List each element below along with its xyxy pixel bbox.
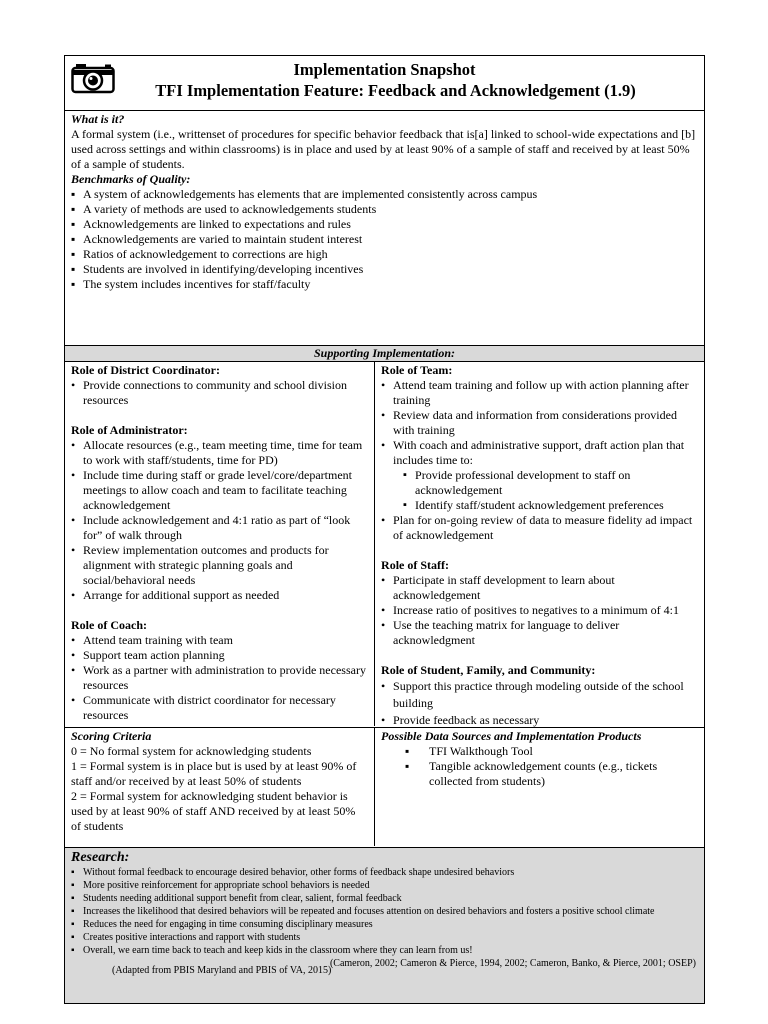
list-item: • Arrange for additional support as needed — [71, 588, 368, 603]
camera-icon — [71, 61, 115, 94]
role-title: Role of Administrator: — [71, 423, 188, 437]
research-citation: (Cameron, 2002; Cameron & Pierce, 1994, 2002; Cameron, Banko, & Pierce, 2001; OSEP) — [329, 958, 696, 969]
list-item: ▪ Provide professional development to staff on acknowledgement — [403, 468, 698, 498]
role-title: Role of Student, Family, and Community: — [381, 663, 596, 677]
list-item — [381, 438, 698, 513]
role-list — [71, 378, 368, 408]
list-item: ▪ Creates positive interactions and rapport with students — [71, 931, 698, 944]
scoring-criteria — [65, 728, 375, 846]
list-item: ▪ Ratios of acknowledgement to corrections are high — [71, 247, 698, 262]
what-is-it-label: What is it? — [71, 112, 125, 126]
roles-right-column — [375, 362, 704, 726]
list-item: ▪ A variety of methods are used to acknowledgements students — [71, 202, 698, 217]
role-list — [381, 678, 698, 729]
what-is-it-text: A formal system (i.e., writtenset of procedures for specific behavior feedback that is[a] linked to school-wide expectations and [b] used across settings and within classrooms) is in place and used by at least 90% of a sample of staff and received by at least 50% of a sample of students. — [71, 127, 696, 171]
list-item: • Plan for on-going review of data to measure fidelity ad impact of acknowledgement — [381, 513, 698, 543]
research-list — [71, 866, 698, 957]
list-item: • Use the teaching matrix for language to deliver acknowledgment — [381, 618, 698, 648]
list-item: ▪ Students needing additional support benefit from clear, salient, formal feedback — [71, 892, 698, 905]
list-item: • Include acknowledgement and 4:1 ratio as part of “look for” of walk through — [71, 513, 368, 543]
supporting-implementation-heading: Supporting Implementation: — [65, 346, 704, 362]
footer-note: (Adapted from PBIS Maryland and PBIS of VA, 2015) — [112, 965, 332, 976]
list-item: • Participate in staff development to learn about acknowledgement — [381, 573, 698, 603]
list-item: • Provide feedback as necessary — [381, 712, 698, 729]
list-item: • Review data and information from considerations provided with training — [381, 408, 698, 438]
role-list — [381, 378, 698, 543]
list-item: • Attend team training with team — [71, 633, 368, 648]
roles-section — [65, 362, 704, 728]
scoring-section — [65, 728, 704, 848]
data-sources-list — [381, 744, 698, 789]
list-item: • Support team action planning — [71, 648, 368, 663]
list-item: • Communicate with district coordinator for necessary resources — [71, 693, 368, 723]
page-title: Implementation Snapshot — [293, 60, 476, 79]
list-item: ▪ Increases the likelihood that desired behaviors will be repeated and focuses attention on desired behaviors and fosters a positive school climate — [71, 905, 698, 918]
list-item: • Include time during staff or grade level/core/department meetings to allow coach and team to facilitate teaching acknowledgement — [71, 468, 368, 513]
role-list — [71, 438, 368, 603]
scoring-item: 0 = No formal system for acknowledging students — [71, 744, 312, 758]
snapshot-sheet — [64, 55, 705, 1004]
scoring-label: Scoring Criteria — [71, 729, 152, 743]
list-item: ▪ Without formal feedback to encourage desired behavior, other forms of feedback shape undesired behaviors — [71, 866, 698, 879]
list-item: ▪ TFI Walkthough Tool — [405, 744, 698, 759]
list-item: ▪ Identify staff/student acknowledgement preferences — [403, 498, 698, 513]
list-item-text: With coach and administrative support, draft action plan that includes time to: — [393, 438, 685, 467]
role-title: Role of District Coordinator: — [71, 363, 220, 377]
list-item: ▪ A system of acknowledgements has elements that are implemented consistently across campus — [71, 187, 698, 202]
page-subtitle: TFI Implementation Feature: Feedback and Acknowledgement (1.9) — [155, 81, 636, 100]
list-item: • Support this practice through modeling outside of the school building — [381, 678, 698, 712]
list-item: • Allocate resources (e.g., team meeting time, time for team to work with staff/students, time for PD) — [71, 438, 368, 468]
role-title: Role of Coach: — [71, 618, 147, 632]
what-is-it-section — [65, 111, 704, 346]
roles-left-column — [65, 362, 375, 726]
role-title: Role of Staff: — [381, 558, 450, 572]
list-item: ▪ Acknowledgements are linked to expectations and rules — [71, 217, 698, 232]
role-list — [71, 633, 368, 723]
role-title: Role of Team: — [381, 363, 453, 377]
data-sources — [375, 728, 704, 846]
list-item: ▪ Acknowledgements are varied to maintain student interest — [71, 232, 698, 247]
list-item: ▪ Students are involved in identifying/developing incentives — [71, 262, 698, 277]
benchmarks-list — [71, 187, 698, 292]
data-sources-label: Possible Data Sources and Implementation Products — [381, 729, 642, 743]
research-label: Research: — [71, 850, 130, 865]
role-list — [381, 573, 698, 648]
list-item: ▪ Tangible acknowledgement counts (e.g., tickets collected from students) — [405, 759, 698, 789]
list-item: • Attend team training and follow up with action planning after training — [381, 378, 698, 408]
benchmarks-label: Benchmarks of Quality: — [71, 172, 191, 186]
list-item: ▪ Reduces the need for engaging in time consuming disciplinary measures — [71, 918, 698, 931]
list-item: • Review implementation outcomes and products for alignment with strategic planning goals and social/behavioral needs — [71, 543, 368, 588]
header — [65, 56, 704, 111]
list-item: ▪ Overall, we earn time back to teach and keep kids in the classroom where they can learn from us! — [71, 944, 698, 957]
list-item: • Increase ratio of positives to negatives to a minimum of 4:1 — [381, 603, 698, 618]
scoring-item: 2 = Formal system for acknowledging student behavior is used by at least 90% of staff AND received by at least 50% of students — [71, 789, 356, 833]
scoring-item: 1 = Formal system is in place but is used by at least 90% of staff and/or received by at least 50% of students — [71, 759, 357, 788]
sub-list — [393, 468, 698, 513]
list-item: • Provide connections to community and school division resources — [71, 378, 368, 408]
list-item: • Work as a partner with administration to provide necessary resources — [71, 663, 368, 693]
list-item: ▪ More positive reinforcement for appropriate school behaviors is needed — [71, 879, 698, 892]
research-section — [65, 848, 704, 1003]
list-item: ▪ The system includes incentives for staff/faculty — [71, 277, 698, 292]
